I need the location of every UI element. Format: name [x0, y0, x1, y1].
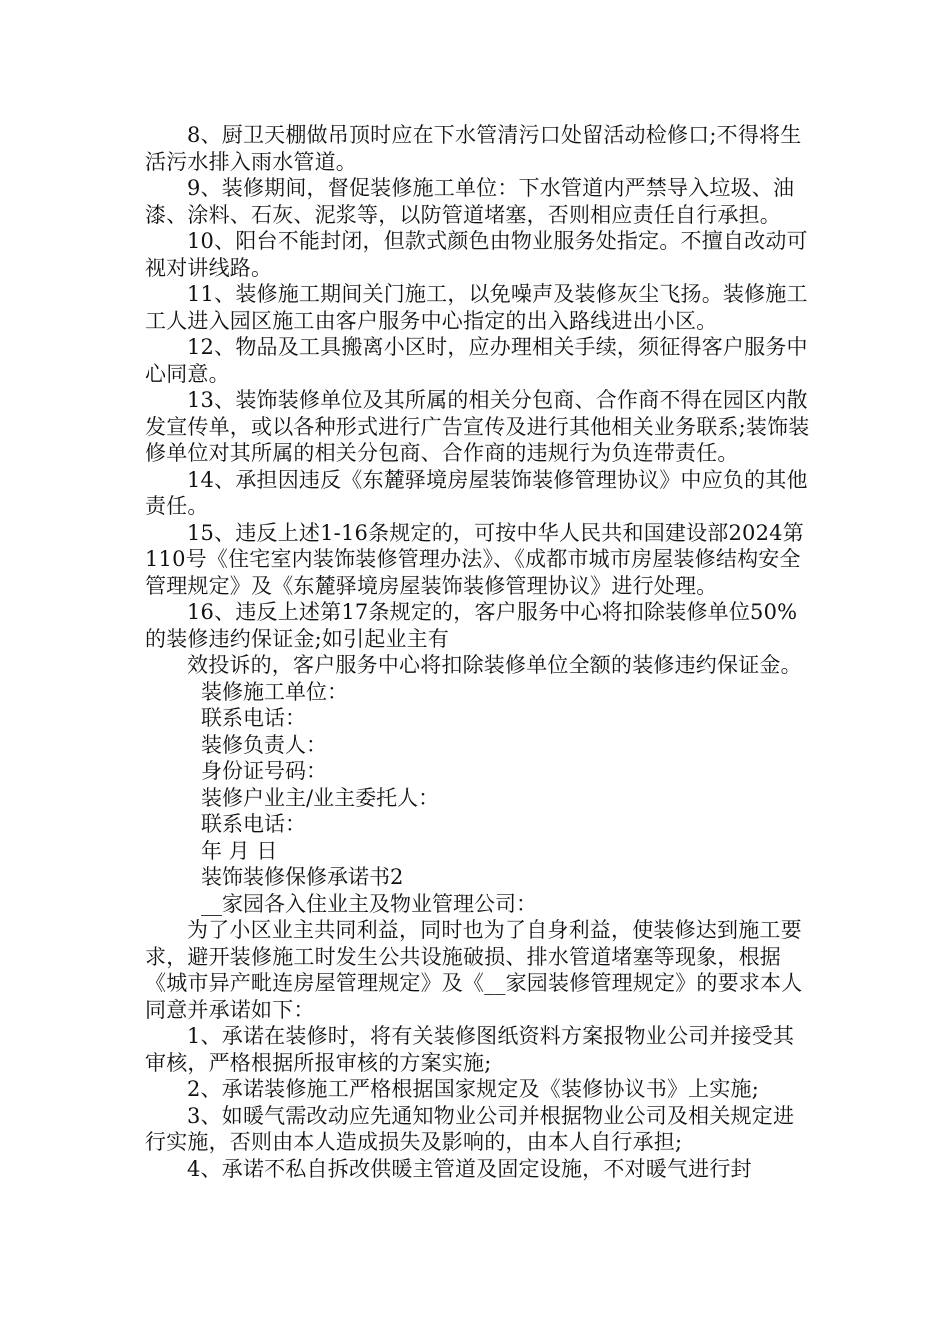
document-body	[145, 122, 810, 1182]
promise-2: 2、承诺装修施工严格根据国家规定及《装修协议书》上实施;	[187, 1077, 760, 1101]
field-phone: 联系电话：	[201, 706, 306, 730]
clause-14: 14、承担因违反《东麓驿境房屋装饰装修管理协议》中应负的其他责任。	[145, 467, 808, 518]
clause-10: 10、阳台不能封闭，但款式颜色由物业服务处指定。不擅自改动可视对讲线路。	[145, 229, 808, 280]
field-construction-unit: 装修施工单位：	[201, 679, 348, 704]
intro-paragraph: 为了小区业主共同利益，同时也为了自身利益，使装修达到施工要求，避开装修施工时发生公共设施破损、排水管道堵塞等现象，根据《城市异产毗连房屋管理规定》及《__家园装修管理规定》的要求本人同意并承诺如下：	[145, 918, 803, 1022]
promise-3: 3、如暖气需改动应先通知物业公司并根据物业公司及相关规定进行实施，否则由本人造成损失及影响的，由本人自行承担;	[145, 1103, 795, 1154]
clause-8: 8、厨卫天棚做吊顶时应在下水管清污口处留活动检修口;不得将生活污水排入雨水管道。	[145, 123, 802, 174]
field-owner: 装修户业主/业主委托人：	[201, 785, 440, 810]
clause-16-continued: 效投诉的，客户服务中心将扣除装修单位全额的装修违约保证金。	[187, 653, 802, 677]
clause-9: 9、装修期间，督促装修施工单位：下水管道内严禁导入垃圾、油漆、涂料、石灰、泥浆等，以防管道堵塞，否则相应责任自行承担。	[145, 176, 795, 227]
promise-1: 1、承诺在装修时，将有关装修图纸资料方案报物业公司并接受其审核，严格根据所报审核的方案实施;	[145, 1024, 795, 1075]
field-date: 年 月 日	[201, 838, 278, 863]
clause-15: 15、违反上述1-16条规定的，可按中华人民共和国建设部2024第110号《住宅室内装饰装修管理办法》、《成都市城市房屋装修结构安全管理规定》及《东麓驿境房屋装饰装修管理协议》进行处理。	[145, 520, 804, 598]
clause-16: 16、违反上述第17条规定的，客户服务中心将扣除装修单位50%的装修违约保证金;如引起业主有	[145, 600, 798, 651]
section-title: 装饰装修保修承诺书2	[201, 865, 404, 889]
clause-11: 11、装修施工期间关门施工，以免噪声及装修灰尘飞扬。装修施工工人进入园区施工由客户服务中心指定的出入路线进出小区。	[145, 282, 808, 333]
clause-12: 12、物品及工具搬离小区时，应办理相关手续，须征得客户服务中心同意。	[145, 335, 808, 386]
promise-4: 4、承诺不私自拆改供暖主管道及固定设施，不对暖气进行封	[187, 1156, 752, 1181]
clause-13: 13、装饰装修单位及其所属的相关分包商、合作商不得在园区内散发宣传单，或以各种形式进行广告宣传及进行其他相关业务联系;装饰装修单位对其所属的相关分包商、合作商的违规行为负连带责任。	[145, 388, 810, 465]
field-id-number: 身份证号码：	[201, 759, 327, 783]
field-person-in-charge: 装修负责人：	[201, 732, 327, 757]
field-owner-phone: 联系电话：	[201, 812, 306, 836]
salutation: __家园各入住业主及物业管理公司：	[201, 891, 537, 916]
